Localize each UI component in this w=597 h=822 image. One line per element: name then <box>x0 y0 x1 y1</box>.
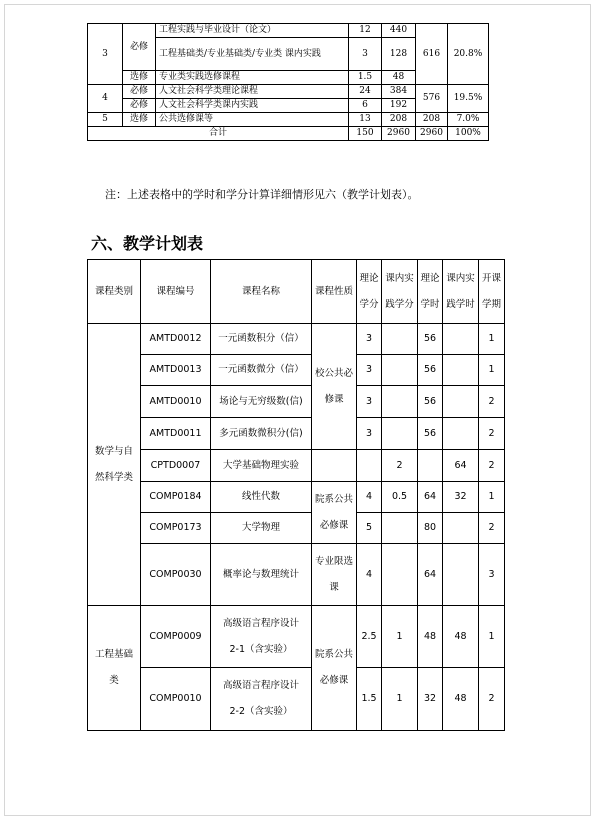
total-sum: 2960 <box>416 127 448 141</box>
table-row <box>88 324 505 355</box>
credit-cell: 24 <box>349 85 382 99</box>
course-code: COMP0010 <box>141 668 211 731</box>
semester: 1 <box>479 606 505 668</box>
header-theory-credit: 理论 学分 <box>357 260 382 324</box>
group-total: 208 <box>416 113 448 127</box>
total-hours: 2960 <box>382 127 416 141</box>
semester: 1 <box>479 324 505 355</box>
course-type: 选修 <box>123 113 156 127</box>
table-row <box>88 418 505 450</box>
semester: 2 <box>479 418 505 450</box>
theory-credit: 4 <box>357 482 382 513</box>
course-name: 概率论与数理统计 <box>211 544 312 606</box>
course-code: AMTD0012 <box>141 324 211 355</box>
practice-credit: 1 <box>382 668 418 731</box>
teaching-plan-table <box>87 259 505 731</box>
course-nature: 校公共必 修课 <box>312 324 357 450</box>
course-code: AMTD0011 <box>141 418 211 450</box>
theory-credit: 3 <box>357 386 382 418</box>
course-code: COMP0173 <box>141 513 211 544</box>
header-row <box>88 260 505 324</box>
theory-credit: 3 <box>357 355 382 386</box>
hours-cell: 192 <box>382 99 416 113</box>
total-row <box>88 127 489 141</box>
theory-hours: 80 <box>418 513 443 544</box>
table-row <box>88 386 505 418</box>
table-row <box>88 668 505 731</box>
hours-cell: 128 <box>382 38 416 71</box>
total-percent: 100% <box>448 127 489 141</box>
course-group-name: 公共选修课等 <box>156 113 349 127</box>
theory-hours: 48 <box>418 606 443 668</box>
course-nature: 院系公共 必修课 <box>312 482 357 544</box>
course-code: COMP0009 <box>141 606 211 668</box>
practice-hours: 32 <box>443 482 479 513</box>
theory-hours <box>418 450 443 482</box>
semester: 1 <box>479 482 505 513</box>
course-name: 场论与无穷级数(信) <box>211 386 312 418</box>
course-nature <box>312 450 357 482</box>
category-math: 数学与自 然科学类 <box>88 324 141 606</box>
header-name: 课程名称 <box>211 260 312 324</box>
header-practice-credit: 课内实 践学分 <box>382 260 418 324</box>
course-type: 必修 <box>123 99 156 113</box>
course-name: 一元函数积分（信） <box>211 324 312 355</box>
hours-cell: 208 <box>382 113 416 127</box>
course-nature: 院系公共 必修课 <box>312 606 357 731</box>
credit-cell: 6 <box>349 99 382 113</box>
theory-credit: 1.5 <box>357 668 382 731</box>
semester: 2 <box>479 513 505 544</box>
credit-cell: 1.5 <box>349 71 382 85</box>
practice-hours <box>443 324 479 355</box>
semester: 3 <box>479 544 505 606</box>
header-code: 课程编号 <box>141 260 211 324</box>
course-group-name: 专业类实践选修课程 <box>156 71 349 85</box>
course-type: 必修 <box>123 85 156 99</box>
course-code: CPTD0007 <box>141 450 211 482</box>
group-total: 616 <box>416 24 448 85</box>
header-category: 课程类别 <box>88 260 141 324</box>
semester: 2 <box>479 668 505 731</box>
table-row <box>88 113 489 127</box>
practice-credit <box>382 513 418 544</box>
credit-cell: 12 <box>349 24 382 38</box>
category-engineering: 工程基础 类 <box>88 606 141 731</box>
theory-credit: 3 <box>357 418 382 450</box>
course-code: COMP0184 <box>141 482 211 513</box>
group-number: 3 <box>88 24 123 85</box>
practice-credit <box>382 544 418 606</box>
table-row <box>88 606 505 668</box>
hours-cell: 384 <box>382 85 416 99</box>
course-name: 多元函数微积分(信) <box>211 418 312 450</box>
group-percent: 19.5% <box>448 85 489 113</box>
header-semester: 开课 学期 <box>479 260 505 324</box>
practice-hours: 48 <box>443 606 479 668</box>
practice-hours <box>443 386 479 418</box>
course-name: 一元函数微分（信） <box>211 355 312 386</box>
theory-hours: 64 <box>418 544 443 606</box>
course-group-name: 人文社会科学类理论课程 <box>156 85 349 99</box>
credit-cell: 13 <box>349 113 382 127</box>
theory-credit: 2.5 <box>357 606 382 668</box>
header-theory-hours: 理论 学时 <box>418 260 443 324</box>
theory-hours: 64 <box>418 482 443 513</box>
theory-credit: 4 <box>357 544 382 606</box>
course-group-name: 工程基础类/专业基础类/专业类 课内实践 <box>156 38 349 71</box>
course-type: 必修 <box>123 24 156 71</box>
practice-hours <box>443 513 479 544</box>
table-row <box>88 544 505 606</box>
theory-hours: 56 <box>418 324 443 355</box>
hours-cell: 48 <box>382 71 416 85</box>
practice-credit <box>382 355 418 386</box>
theory-hours: 56 <box>418 418 443 450</box>
course-code: COMP0030 <box>141 544 211 606</box>
theory-hours: 56 <box>418 386 443 418</box>
credit-cell: 3 <box>349 38 382 71</box>
course-name: 高级语言程序设计 2-1（含实验） <box>211 606 312 668</box>
group-total: 576 <box>416 85 448 113</box>
course-name: 大学物理 <box>211 513 312 544</box>
table-row <box>88 24 489 38</box>
total-credit: 150 <box>349 127 382 141</box>
credit-summary-table <box>87 23 489 141</box>
table-row <box>88 482 505 513</box>
practice-hours <box>443 355 479 386</box>
theory-credit <box>357 450 382 482</box>
theory-credit: 5 <box>357 513 382 544</box>
practice-hours: 48 <box>443 668 479 731</box>
course-group-name: 工程实践与毕业设计（论文） <box>156 24 349 38</box>
group-percent: 20.8% <box>448 24 489 85</box>
practice-credit <box>382 418 418 450</box>
practice-hours <box>443 544 479 606</box>
group-number: 4 <box>88 85 123 113</box>
practice-hours: 64 <box>443 450 479 482</box>
practice-hours <box>443 418 479 450</box>
practice-credit: 0.5 <box>382 482 418 513</box>
table-row <box>88 85 489 99</box>
table-note: 注：上述表格中的学时和学分计算详细情形见六（教学计划表）。 <box>105 188 419 201</box>
hours-cell: 440 <box>382 24 416 38</box>
course-type: 选修 <box>123 71 156 85</box>
theory-credit: 3 <box>357 324 382 355</box>
theory-hours: 56 <box>418 355 443 386</box>
practice-credit: 1 <box>382 606 418 668</box>
semester: 1 <box>479 355 505 386</box>
total-label: 合计 <box>88 127 349 141</box>
table-row <box>88 513 505 544</box>
header-practice-hours: 课内实 践学时 <box>443 260 479 324</box>
semester: 2 <box>479 386 505 418</box>
course-name: 大学基础物理实验 <box>211 450 312 482</box>
course-code: AMTD0010 <box>141 386 211 418</box>
table-row <box>88 450 505 482</box>
table-row <box>88 355 505 386</box>
practice-credit <box>382 386 418 418</box>
semester: 2 <box>479 450 505 482</box>
header-nature: 课程性质 <box>312 260 357 324</box>
practice-credit: 2 <box>382 450 418 482</box>
course-name: 高级语言程序设计 2-2（含实验） <box>211 668 312 731</box>
course-nature: 专业限选 课 <box>312 544 357 606</box>
course-name: 线性代数 <box>211 482 312 513</box>
group-percent: 7.0% <box>448 113 489 127</box>
practice-credit <box>382 324 418 355</box>
section-title: 六、教学计划表 <box>91 234 204 253</box>
course-code: AMTD0013 <box>141 355 211 386</box>
group-number: 5 <box>88 113 123 127</box>
theory-hours: 32 <box>418 668 443 731</box>
course-group-name: 人文社会科学类课内实践 <box>156 99 349 113</box>
